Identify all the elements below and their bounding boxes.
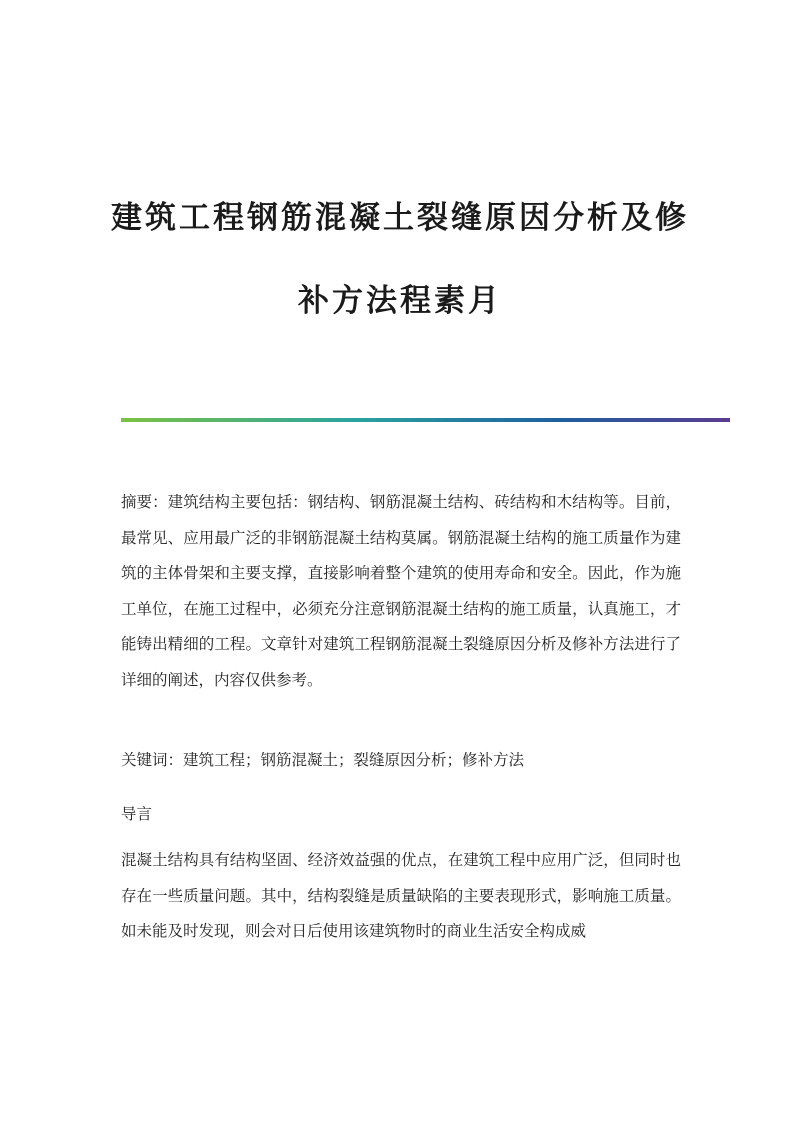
intro-section bbox=[121, 843, 681, 950]
intro-heading: 导言 bbox=[121, 805, 153, 823]
gradient-divider bbox=[121, 418, 730, 422]
keywords-line: 关键词：建筑工程；钢筋混凝土；裂缝原因分析；修补方法 bbox=[121, 751, 525, 769]
document-title-line-2: 补方法程素月 bbox=[298, 283, 502, 319]
abstract-paragraph: 摘要：建筑结构主要包括：钢结构、钢筋混凝土结构、砖结构和木结构等。目前，最常见、应用最广泛的非钢筋混凝土结构莫属。钢筋混凝土结构的施工质量作为建筑的主体骨架和主要支撑，直接影响着整个建筑的使用寿命和安全。因此，作为施工单位，在施工过程中，必须充分注意钢筋混凝土结构的施工质量，认真施工，才能铸出精细的工程。文章针对建筑工程钢筋混凝土裂缝原因分析及修补方法进行了详细的阐述，内容仅供参考。 bbox=[121, 493, 681, 689]
document-title-line-1: 建筑工程钢筋混凝土裂缝原因分析及修 bbox=[111, 200, 689, 236]
intro-paragraph: 混凝土结构具有结构坚固、经济效益强的优点，在建筑工程中应用广泛，但同时也存在一些质量问题。其中，结构裂缝是质量缺陷的主要表现形式，影响施工质量。如未能及时发现，则会对日后使用该建筑物时的商业生活安全构成威 bbox=[121, 851, 681, 940]
abstract-section bbox=[121, 485, 681, 698]
